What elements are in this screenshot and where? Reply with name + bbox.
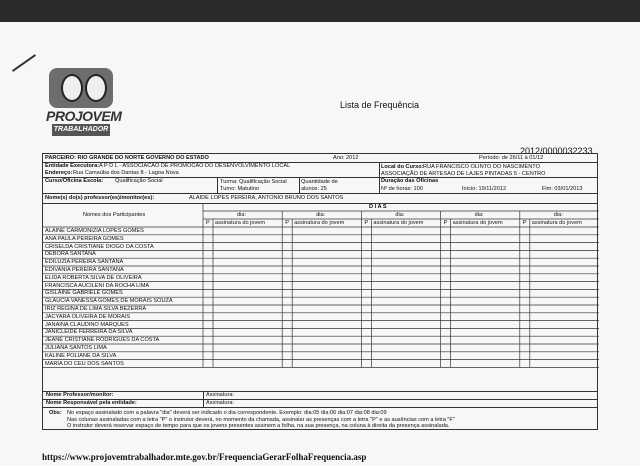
quantidade-label: Quantidade de [301, 179, 338, 185]
presence-header: P [206, 220, 210, 226]
participant-name: GLAUCIA VANESSA GOMES DE MORAIS SOUZA [45, 298, 173, 305]
assinatura-label: Assinatura: [206, 392, 234, 398]
pen-mark [12, 54, 36, 72]
participant-name: DEBORA SANTANA [45, 251, 96, 258]
presence-header: P [522, 220, 527, 226]
face-icon [61, 74, 83, 102]
day-label: dia: [474, 212, 484, 218]
parceiro: PARCEIRO: RIO GRANDE DO NORTE GOVERNO DO ESTADO [45, 155, 209, 161]
entidade-value: A P D L - ASSOCIACAO DE PROMOCAO DO DESENVOLVIMENTO LOCAL [99, 163, 291, 169]
professores-label: Nome(s) do(s) professor(es)/monitor(es): [45, 194, 155, 201]
participant-name: IRIZ REGINA DE LIMA SILVA BEZERRA [45, 306, 147, 312]
fim: Fim: 03/01/2013 [542, 185, 583, 192]
divider [379, 177, 380, 193]
local-value-2: ASSOCIAÇÃO DE ARTESAO DE LAJES PINTADAS 5 - CENTRO [381, 170, 546, 177]
participant-name: KALINE POLIANE DA SILVA [45, 352, 117, 359]
participant-name: EDILUZIA PEREIRA SANTANA [45, 259, 124, 266]
attendance-form [42, 153, 598, 430]
signature-header: assinatura do jovem [452, 220, 503, 226]
professor-label: Nome Professor/monitor: [46, 392, 114, 398]
quantidade-value: alunos: 25 [301, 185, 327, 192]
periodo: Período: de 26/11 à 01/12 [479, 155, 544, 161]
professores-value: ALAIDE LOPES PEREIRA, ANTONIO BRUNO DOS SANTOS [189, 194, 344, 201]
projovem-logo [46, 68, 122, 138]
logo-faces-icon [49, 68, 113, 108]
day-label: dia: [237, 212, 247, 218]
divider [43, 407, 597, 408]
signature-header: assinatura do jovem [215, 220, 266, 226]
participant-name: FRANCISCA AUCILENI DA ROCHA LIMA [45, 282, 150, 289]
day-label: dia: [316, 212, 326, 218]
local-label: Local do Curso: [381, 164, 424, 170]
dias-label: D I A S [369, 204, 387, 210]
horas: Nº de horas: 100 [381, 185, 423, 192]
endereco-value: Rua Camaúba dos Dantas 8 - Lagoa Nova [73, 169, 179, 176]
inicio: Início: 19/11/2012 [462, 185, 507, 192]
local-value: RUA FRANCISCO OLINTO DO NASCIMENTO [423, 164, 540, 170]
signature-header: assinatura do jovem [531, 220, 582, 226]
participant-name: MARIA DO CEU DOS SANTOS [45, 360, 124, 367]
assinatura-label-2: Assinatura: [206, 400, 234, 406]
participant-name: GISLAINE GABRIELE GOMES [45, 290, 123, 297]
divider [217, 177, 218, 193]
presence-header: P [364, 220, 369, 226]
day-label: dia: [553, 212, 563, 218]
responsavel-label: Nome Responsável pela entidade: [46, 400, 137, 406]
page-title: Lista de Frequência [340, 100, 420, 110]
participant-name: ANA PAULA PEREIRA GOMES [45, 235, 124, 242]
obs-line-3: O instrutor deverá reservar espaço de tempo para que os jovens presentes assinem a folha, na sua presença, na coluna à direita da presença assinalada. [67, 423, 450, 429]
obs-line-2: Nas colunas assinaladas com a letra "P" o instrutor deverá, no momento da chamada, assinalar as presenças com a letra "P" e as ausências com a letra "F" [67, 416, 455, 423]
duracao-label: Duração das Oficinas [381, 178, 439, 184]
scan-edge [0, 0, 640, 24]
obs-line-1: No espaço assinalado com a palavra "dia" deverá ser indicado o dia correspondente. Exemplo: dia:05 dia:06 dia:07 dia:08 dia:09 [67, 410, 387, 416]
divider [299, 177, 300, 193]
participant-name: JACYARA OLIVEIRA DE MORAIS [45, 313, 131, 320]
participant-name: ELIDA ROBERTA SILVA DE OLIVEIRA [45, 274, 142, 281]
presence-header: P [443, 220, 448, 226]
curso-value: Qualificação Social [115, 178, 163, 184]
participant-name: EDIVANIA PEREIRA SANTANA [45, 267, 124, 273]
divider [203, 391, 204, 407]
participant-name: JANICLEIDE FERREIRA DA SILVA [45, 329, 133, 336]
participant-name: ALAINE CARMONIZIA LOPES GOMES [45, 228, 144, 234]
page-url: https://www.projovemtrabalhador.mte.gov.br/FrequenciaGerarFolhaFrequencia.asp [42, 452, 367, 462]
curso-label: Curso/Oficina Escola: [45, 178, 104, 184]
participant-name: CRISELDA CRISTIANE DIOGO DA COSTA [45, 243, 154, 250]
ano: Ano: 2012 [333, 155, 359, 161]
turno: Turno: Matutino [220, 185, 259, 192]
presence-header: P [285, 220, 289, 226]
turma: Turma: Qualificação Social [220, 179, 287, 185]
participant-name: JULIANA SANTOS LIMA [45, 345, 107, 351]
logo-brand: PROJOVEM [46, 108, 122, 124]
logo-sub: TRABALHADOR [52, 124, 110, 136]
signature-header: assinatura do jovem [373, 220, 424, 226]
divider [379, 162, 380, 177]
day-label: dia: [395, 212, 405, 218]
participant-name: JEANE CRISTIANE RODRIGUES DA COSTA [45, 337, 160, 344]
divider [43, 391, 597, 392]
obs-label: Obs: [49, 410, 62, 416]
entidade-label: Entidade Executora: [45, 163, 100, 169]
document-number: 2012/0000032233 [520, 146, 593, 156]
endereco-label: Endereço: [45, 169, 73, 176]
participants-header: Nomes dos Participantes [83, 212, 146, 218]
face-icon [85, 74, 107, 102]
signature-header: assinatura do jovem [294, 220, 345, 226]
participant-name: JANAINA CLAUDINO MARQUES [45, 321, 129, 328]
